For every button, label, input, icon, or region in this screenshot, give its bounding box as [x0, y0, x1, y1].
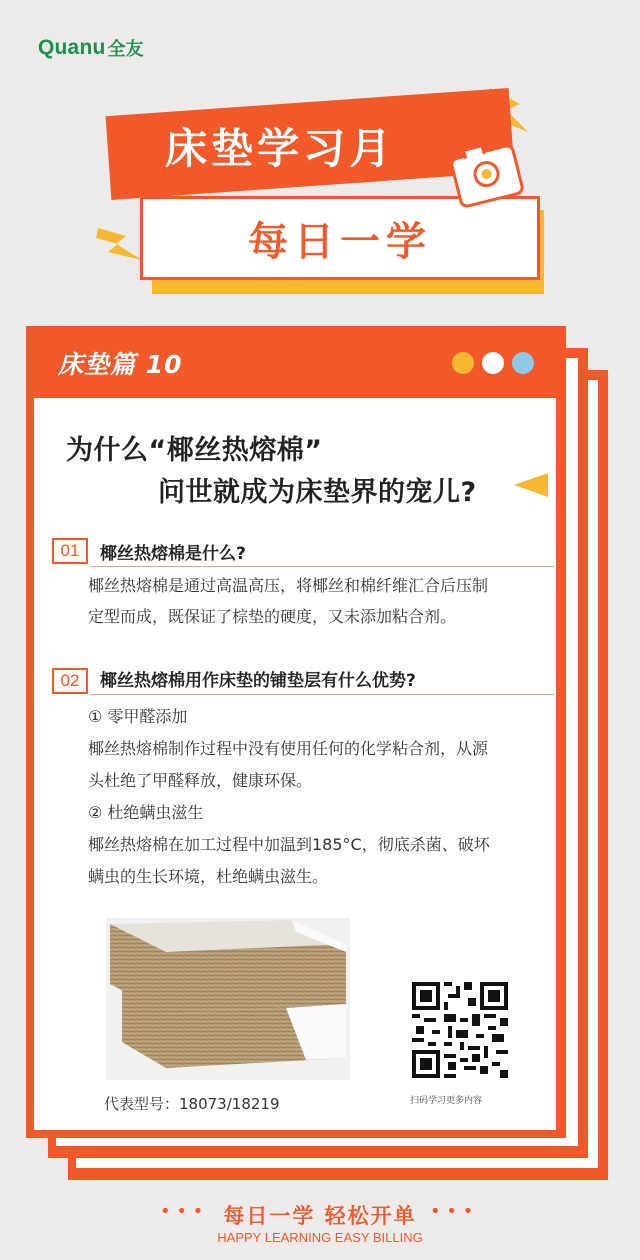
- section-number-badge: 01: [52, 538, 88, 564]
- section-number-badge: 02: [52, 668, 88, 694]
- body-line: 椰丝热熔棉制作过程中没有使用任何的化学粘合剂，从源: [88, 739, 489, 758]
- footer-dots-left: • • •: [160, 1201, 204, 1222]
- body-line: 定型而成，既保证了棕垫的硬度，又未添加粘合剂。: [88, 607, 457, 626]
- question-line-2: 问世就成为床垫界的宠儿?: [158, 477, 477, 508]
- banner-subtitle: 每日一学: [248, 218, 432, 265]
- qr-caption: 扫码学习更多内容: [410, 1096, 483, 1106]
- brand-logo-cn: 全友: [107, 39, 144, 60]
- blue-dot-icon: [512, 352, 534, 374]
- arrow-pointer-icon: [514, 473, 548, 497]
- brand-logo: [38, 36, 144, 60]
- body-line: 螨虫的生长环境，杜绝螨虫滋生。: [88, 867, 329, 886]
- lightning-icon: [96, 218, 146, 268]
- question-line-1: 为什么“椰丝热熔棉”: [66, 435, 323, 466]
- yellow-dot-icon: [452, 352, 474, 374]
- banner-title: 床垫学习月: [165, 124, 396, 174]
- card-header-title: 床垫篇 10: [58, 350, 183, 379]
- section-divider: [90, 566, 554, 567]
- section-divider: [90, 694, 554, 695]
- section-body: [88, 570, 548, 632]
- product-photo: [106, 918, 350, 1080]
- section-title: 椰丝热熔棉用作床垫的铺垫层有什么优势?: [100, 671, 416, 691]
- footer-dots-right: • • •: [430, 1201, 474, 1222]
- model-number: 代表型号：18073/18219: [104, 1095, 280, 1113]
- brand-logo-latin: Quanu: [38, 36, 106, 59]
- white-dot-icon: [482, 352, 504, 374]
- body-line: ② 杜绝螨虫滋生: [88, 803, 204, 822]
- footer-slogan: 每日一学 轻松开单: [223, 1204, 417, 1228]
- body-line: ① 零甲醛添加: [88, 707, 188, 726]
- banner-subtitle-box: [140, 196, 540, 280]
- footer-slogan-english: HAPPY LEARNING EASY BILLING: [217, 1230, 423, 1245]
- banner-title-ribbon: [106, 88, 515, 200]
- body-line: 头杜绝了甲醛释放，健康环保。: [88, 771, 313, 790]
- body-line: 椰丝热熔棉在加工过程中加温到185°C，彻底杀菌、破坏: [88, 835, 490, 854]
- section-title: 椰丝热熔棉是什么?: [100, 544, 246, 564]
- body-line: 椰丝热熔棉是通过高温高压，将椰丝和棉纤维汇合后压制: [88, 576, 489, 595]
- qr-code[interactable]: [412, 982, 508, 1078]
- section-body: [88, 701, 558, 893]
